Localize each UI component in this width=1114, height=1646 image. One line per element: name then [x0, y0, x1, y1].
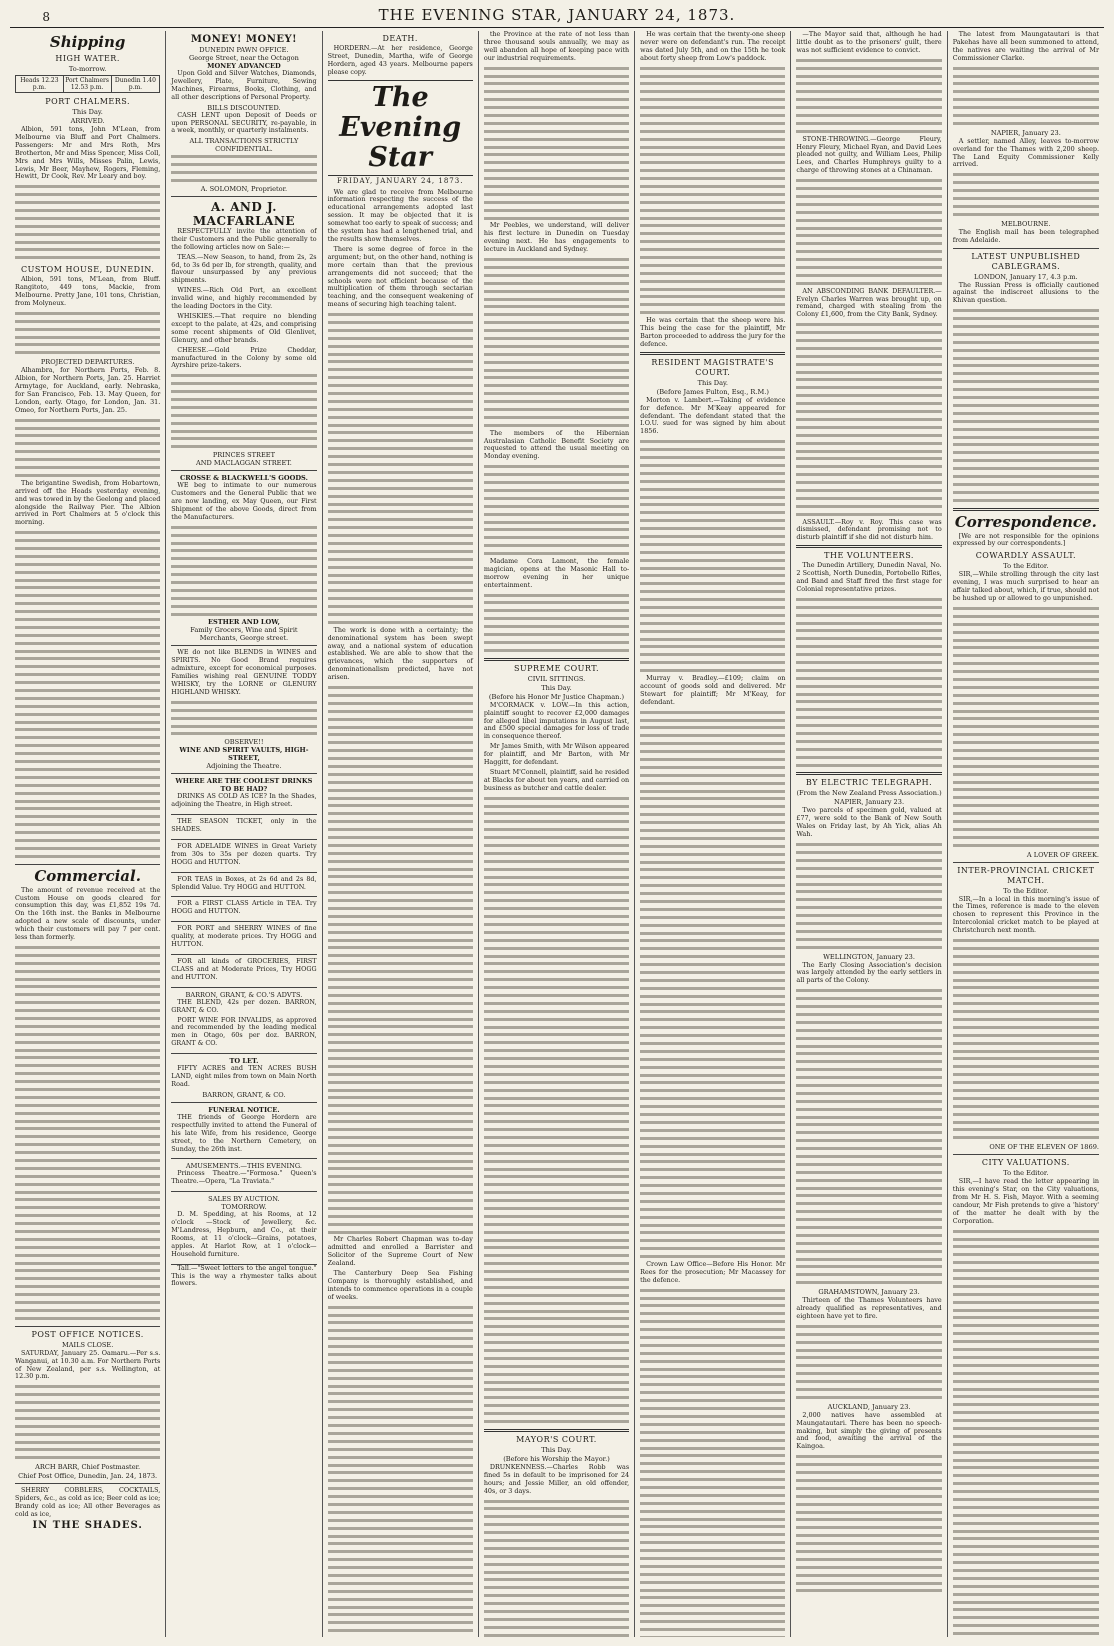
column-7: The latest from Maungatautari is that Pakehas have all been summoned to attend, the natives are waiting the arrival of Mr Commissioner Clarke. NAPIER, January 23. A settler, named Alley, leaves to-morrow overland for the Thames with 2,200 sheep. The Land Equity Commissioner Kelly arrived. MELBOURNE. The English mail has been telegraphed from Adelaide. LATEST UNPUBLISHED CABLEGRAMS. LONDON, January 17, 4.3 p.m. The Russian Press is officially cautioned against the indiscreet allusions to the Khivan question. Correspondence. [We are not responsible for the opinions expressed by our correspondents.] COWARDLY ASSAULT. To the Editor. SIR,—While strolling through the city last evening, I was much surprised to hear an affair talked about, which, if true, should not be hushed up or allowed to go unpunished. A LOVER OF GREEK. INTER-PROVINCIAL CRICKET MATCH. To the Editor. SIR,—In a local in this morning's issue of the Times, reference is made to the eleven chosen to represent this Province in the Intercolonial cricket match to be played at Christchurch next month. ONE OF THE ELEVEN OF 1869. CITY VALUATIONS. To the Editor. SIR,—I have read the letter appearing in this evening's Star, on the City valuations, from Mr H. S. Fish, Mayor. With a seeming candour, Mr Fish pretends to give a 'history' of the matter he dealt with by the Corporation.	[948, 31, 1104, 1637]
groceries-ad: FOR all kinds of GROCERIES, FIRST CLASS and at Moderate Prices, Try HOGG and HUTTON.	[171, 955, 316, 988]
volunteers-heading: THE VOLUNTEERS.	[824, 551, 914, 561]
adelaide-wines-ad: FOR ADELAIDE WINES in Great Variety from 30s to 35s per dozen quarts. Try HOGG and HUTTON.	[171, 840, 316, 873]
barron-grant-ad: BARRON, GRANT, & CO.'S ADVTS. THE BLEND, 42s per dozen. BARRON, GRANT, & CO. PORT WINE FOR INVALIDS, as approved and recommended by the leading medical men in Otago, 60s per doz. BARRON, GRANT & CO.	[171, 988, 316, 1054]
sales-by-auction: SALES BY AUCTION. TOMORROW. D. M. Spedding, at his Rooms, at 12 o'clock —Stock of Jewellery, &c. M'Landress, Hepburn, and Co., at their Rooms, at 11 o'clock—Grains, potatoes, apples. At Harlot Row, at 1 o'clock—Household furniture.	[171, 1192, 316, 1264]
correspondence-heading: Correspondence.	[954, 512, 1097, 531]
post-office-heading: POST OFFICE NOTICES.	[31, 1329, 144, 1339]
arrived-text: Albion, 591 tons, John M'Lean, from Melbourne via Bluff and Port Chalmers. Passengers: Mr and Mrs Roth, Mrs Brotherton, Mr and Miss Spencer, Miss Coll, Mrs and Mrs Wills, Misses Palin, Lewis, Lewis, Mr Beer, Mayhew, Rogers, Fleming, Hewitt, Dr Cook, Rev. Mr Leary and boy.	[15, 125, 161, 181]
death-text: HORDERN.—At her residence, George Street, Dunedin, Martha, wife of George Hordern, aged 43 years. Melbourne papers please copy.	[327, 44, 473, 76]
macfarlane-ad: A. AND J. MACFARLANE RESPECTFULLY invite the attention of their Customers and the Public generally to the following articles now on Sale:— TEAS.—New Season, to hand, from 2s, 2s 6d, to 3s 6d per lb, for strength, quality, and flavour unsurpassed by any previous shipments. WINES.—Rich Old Port, an excellent invalid wine, and highly recommended by the leading Doctors in the City. WHISKIES.—That require no blending except to the palate, at 42s, and comprising some recent shipments of Old Glenlivet, Glenury, and other brands. CHEESE.—Gold Prize Cheddar, manufactured in the Colony by some old Ayrshire prize-takers. PRINCES STREET AND MACLAGGAN STREET.	[171, 197, 316, 471]
column-2	[166, 31, 322, 1637]
projected-text: Alhambra, for Northern Ports, Feb. 8. Albion, for Northern Ports, Jan. 25. Harriet Armytage, for Auckland, early. Nebraska, for San Francisco, Feb. 13. May Queen, for London, early. Otago, for London, Jan. 31. Omeo, for Northern Ports, Jan. 25.	[15, 366, 161, 414]
money-title: MONEY! MONEY!	[190, 34, 297, 45]
text-filler	[15, 183, 160, 262]
mails-text: SATURDAY, January 25. Oamaru.—Per s.s. Wanganui, at 10.30 a.m. For Northern Ports of New Zealand, per s.s. Wellington, at 12.30 p.m.	[15, 1348, 161, 1381]
brigantine-text: The brigantine Swedish, from Hobartown, arrived off the Heads yesterday evening, and was towed in by the Geelong and placed alongside the Railway Pier. The Albion arrived in Port Chalmers at 5 o'clock this morning.	[15, 478, 161, 527]
pawn-office-ad: MONEY! MONEY! DUNEDIN PAWN OFFICE. George Street, near the Octagon MONEY ADVANCED Upon Gold and Silver Watches, Diamonds, Jewellery, Plate, Furniture, Sewing Machines, Firearms, Books, Clothing, and all other descriptions of Personal Property. BILLS DISCOUNTED. CASH LENT upon Deposit of Deeds or upon PERSONAL SECURITY, re-payable, in a week, monthly, or quarterly instalments. ALL TRANSACTIONS STRICTLY CONFIDENTIAL. A. SOLOMON, Proprietor.	[171, 31, 316, 197]
coolest-drinks-ad: WHERE ARE THE COOLEST DRINKS TO BE HAD? DRINKS AS COLD AS ICE? In the Shades, adjoining the Theatre, in High street.	[171, 774, 316, 815]
leader-date: FRIDAY, JANUARY 24, 1873.	[336, 176, 464, 185]
chapman-paragraph: Mr Charles Robert Chapman was to-day admitted and enrolled a Barrister and Solicitor of the Supreme Court of New Zealand.	[327, 1235, 473, 1268]
tide-port-chalmers: Port Chalmers 12.53 p.m.	[64, 76, 112, 92]
supreme-court-heading: SUPREME COURT.	[513, 663, 600, 673]
mayors-court-heading: MAYOR'S COURT.	[516, 1434, 597, 1444]
columns	[10, 31, 1104, 1637]
projected-departures-heading: PROJECTED DEPARTURES.	[40, 358, 135, 367]
column-4: the Province at the rate of not less than three thousand souls annually, we may as well abandon all hope of keeping pace with our industrial requirements. Mr Peebles, we understand, will deliver his first lecture in Dunedin on Tuesday evening next. He has engagements to lecture in Auckland and Sydney. The members of the Hibernian Australasian Catholic Benefit Society are requested to attend the usual meeting on Monday evening. Madame Cora Lamont, the female magician, opens at the Masonic Hall to-morrow evening in her unique entertainment. SUPREME COURT. CIVIL SITTINGS. This Day. (Before his Honor Mr Justice Chapman.) M'CORMACK v. LOW.—In this action, plaintiff sought to recover £2,000 damages for alleged libel imputations in August last, and £500 special damages for loss of trade in consequence thereof. Mr James Smith, with Mr Wilson appeared for plaintiff, and Mr Barton, with Mr Haggitt, for defendant. Stuart M'Connell, plaintiff, said he resided at Blacks for about ten years, and carried on business as butcher and cattle dealer. MAYOR'S COURT. This Day. (Before his Worship the Mayor.) DRUNKENNESS.—Charles Robb was fined 5s in default to be imprisoned for 24 hours; and Jessie Miller, an old offender, 40s, or 3 days.	[479, 31, 635, 1637]
amusements: AMUSEMENTS.—THIS EVENING. Princess Theatre.—"Formosa." Queen's Theatre.—Opera, "La Traviata."	[171, 1159, 316, 1192]
page-number: 8	[42, 10, 50, 24]
death-heading: DEATH.	[382, 34, 418, 43]
column-1	[10, 31, 166, 1637]
tomorrow-label: To-morrow.	[68, 65, 107, 73]
port-sherry-ad: FOR PORT and SHERRY WINES of fine quality, at moderate prices. Try HOGG and HUTTON.	[171, 922, 316, 955]
in-the-shades-ad: IN THE SHADES.	[32, 1519, 143, 1531]
evening-star-nameplate: The Evening Star	[328, 80, 473, 176]
this-day-label: This Day.	[72, 108, 103, 116]
commercial-heading: Commercial.	[34, 866, 141, 885]
tide-dunedin: Dunedin 1.40 p.m.	[114, 77, 156, 91]
column-5: He was certain that the twenty-one sheep never were on defendant's run. The receipt was dated July 5th, and on the 15th he took about forty sheep from Low's paddock. He was certain that the sheep were his. This being the case for the plaintiff, Mr Barton proceeded to address the jury for the defence. RESIDENT MAGISTRATE'S COURT. This Day. (Before James Fulton, Esq., R.M.) Morton v. Lambert.—Taking of evidence for defence. Mr M'Keay appeared for defendant. The defendant stated that the I.O.U. sued for was signed by him about 1856. Murray v. Bradley.—£109; claim on account of goods sold and delivered. Mr Stewart for plaintiff; Mr M'Keay, for defendant. Crown Law Office—Before His Honor. Mr Rees for the prosecution; Mr Macassey for the defence.	[635, 31, 791, 1637]
telegraph-heading: BY ELECTRIC TELEGRAPH.	[805, 778, 933, 788]
cricket-heading: INTER-PROVINCIAL CRICKET MATCH.	[957, 865, 1095, 885]
fishing-paragraph: The Canterbury Deep Sea Fishing Company is thoroughly established, and intends to commence operations in a couple of weeks.	[327, 1269, 473, 1301]
blends-ad: WE do not like BLENDS in WINES and SPIRITS. No Good Brand requires admixture, except for economical purposes. Families wishing real GENUINE TODDY WHISKY, try the LORNE or GLENURY HIGHLAND WHISKY. OBSERVE!! WINE AND SPIRIT VAULTS, HIGH-STREET, Adjoining the Theatre.	[171, 646, 316, 774]
custom-house-text: Albion, 591 tons, M'Lean, from Bluff. Rangitoto, 449 tons, Mackie, from Melbourne. Pretty Jane, 101 tons, Christian, from Molyneux.	[15, 275, 161, 307]
season-ticket-ad: THE SEASON TICKET, only in the SHADES.	[171, 815, 316, 840]
column-6: —The Mayor said that, although he had little doubt as to the prisoners' guilt, there was not sufficient evidence to convict. STONE-THROWING.—George Fleury, Henry Fleury, Michael Ryan, and David Lees pleaded not guilty, and William Lees, Philip Lees, and Charles Humphreys guilty to a charge of throwing stones at a Chinaman. AN ABSCONDING BANK DEFAULTER.—Evelyn Charles Warren was brought up, on remand, charged with stealing from the Colony £1,600, from the City Bank, Sydney. ASSAULT.—Roy v. Roy. This case was dismissed, defendant promising not to disturb plaintiff if she did not disturb him. THE VOLUNTEERS. The Dunedin Artillery, Dunedin Naval, No. 2 Scottish, North Dunedin, Portobello Rifles, and Band and Staff fired the first stage for Colonial representative prizes. BY ELECTRIC TELEGRAPH. (From the New Zealand Press Association.) NAPIER, January 23. Two parcels of specimen gold, valued at £77, were sold to the Bank of New South Wales on Friday last, by Ah Yick, alias Ah Wah. WELLINGTON, January 23. The Early Closing Association's decision was largely attended by the early settlers in all parts of the Colony. GRAHAMSTOWN, January 23. Thirteen of the Thames Volunteers have already qualified as representatives, and eighteen have yet to fire. AUCKLAND, January 23. 2,000 natives have assembled at Maungatautari. There has been no speech-making, but simply the giving of presents and food, awaiting the arrival of the Kaingoa.	[791, 31, 947, 1637]
shipping-heading: Shipping	[49, 33, 126, 51]
newspaper-title-line: THE EVENING STAR, JANUARY 24, 1873.	[378, 6, 736, 24]
tide-table	[15, 75, 160, 93]
cowardly-assault-heading: COWARDLY ASSAULT.	[975, 551, 1077, 561]
sherry-ad: SHERRY COBBLERS, COCKTAILS, Spiders, &c., as cold as ice; Beer cold as ice; Brandy cold as ice; All other Beverages as cold as ice,	[15, 1486, 161, 1518]
high-water-heading: HIGH WATER.	[55, 54, 120, 63]
post-office-date: Chief Post Office, Dunedin, Jan. 24, 1873.	[18, 1472, 158, 1481]
leader-p2: There is some degree of force in the argument; but, on the other hand, nothing is more certain than that the previous arrangements did not succeed; that the schools were not efficient because of the multiplication of them through sectarian teaching, and the consequent weakening of means of securing high teaching talent.	[327, 244, 473, 309]
teas-ad: FOR TEAS in Boxes, at 2s 6d and 2s 8d, Splendid Value. Try HOGG and HUTTON.	[171, 873, 316, 898]
to-let-ad: TO LET. FIFTY ACRES and TEN ACRES BUSH LAND, eight miles from town on Main North Road. BARRON, GRANT, & CO.	[171, 1054, 316, 1103]
city-valuations-heading: CITY VALUATIONS.	[981, 1158, 1070, 1168]
crosse-blackwell-ad: CROSSE & BLACKWELL'S GOODS. WE beg to intimate to our numerous Customers and the General Public that we are now landing, ex May Queen, our First Shipment of the above Goods, direct from the Manufacturers. ESTHER AND LOW, Family Grocers, Wine and Spirit Merchants, George street.	[171, 471, 316, 646]
resident-magistrate-heading: RESIDENT MAGISTRATE'S COURT.	[651, 357, 775, 377]
port-chalmers-heading: PORT CHALMERS.	[45, 97, 130, 106]
tide-heads: Heads 12.23 p.m.	[16, 76, 64, 92]
arrived-label: ARRIVED.	[70, 117, 105, 125]
cablegrams-heading: LATEST UNPUBLISHED CABLEGRAMS.	[971, 251, 1081, 271]
first-class-tea-ad: FOR a FIRST CLASS Article in TEA. Try HOGG and HUTTON.	[171, 897, 316, 922]
funeral-notice: FUNERAL NOTICE. THE friends of George Hordern are respectfully invited to attend the Funeral of his late Wife, from his residence, George street, to the Northern Cemetery, on Sunday, the 26th inst.	[171, 1103, 316, 1160]
masthead	[10, 6, 1104, 28]
custom-house-heading: CUSTOM HOUSE, DUNEDIN.	[21, 265, 155, 275]
leader-p3: The work is done with a certainty; the denominational system has been swept away, and a national system of education established. We are able to show that the grievances, which the supporters of denominationalism predicted, have not arisen.	[327, 625, 473, 682]
leader-p1: We are glad to receive from Melbourne information respecting the success of the educational arrangements adopted last session. It may be objected that it is somewhat too early to speak of success; and the system has had a lengthened trial, and the results show themselves.	[327, 187, 473, 243]
column-3	[323, 31, 479, 1637]
commercial-text: The amount of revenue received at the Custom House on goods cleared for consumption this day, was £1,852 19s 7d. On the 16th inst. the Banks in Melbourne adopted a new scale of discounts, under which their customers will pay 7 per cent. less than formerly.	[15, 885, 161, 942]
mails-close-label: MAILS CLOSE.	[61, 1340, 114, 1349]
postmaster-name: ARCH BARR, Chief Postmaster.	[35, 1463, 141, 1472]
tall-paragraph: Tall.—"Sweet letters to the angel tongue." This is the way a rhymester talks about flowers.	[171, 1263, 317, 1288]
